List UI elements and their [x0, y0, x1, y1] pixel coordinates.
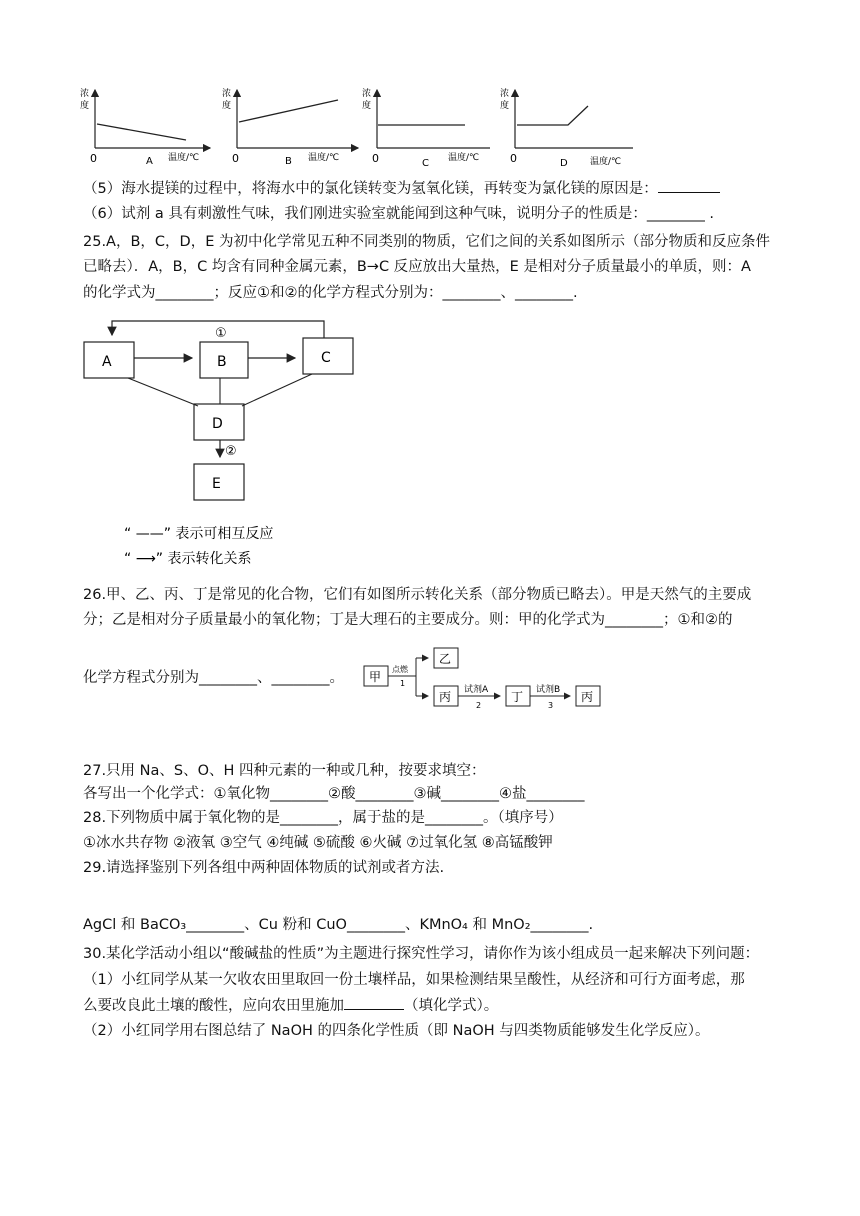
q30-line3: [83, 995, 498, 1016]
q26-line3: 化学方程式分别为________、________。: [83, 670, 344, 686]
arrow2-bottom-label: 2: [476, 701, 482, 710]
q25-line3: 的化学式为________；反应①和②的化学方程式分别为：________、________.: [83, 285, 578, 301]
graph-d-ylabel-top: 浓: [500, 89, 510, 99]
q25-line2: 已略去）．A，B，C 均含有同种金属元素，B→C 反应放出大量热，E 是相对分子质量最小的单质，则：A: [83, 259, 751, 275]
q30-fill-blank: [344, 995, 404, 1010]
graph-d-letter: D: [560, 158, 568, 169]
reaction-mark-1: ①: [215, 326, 227, 341]
q24-part6-text: （6）试剂 a 具有刺激性气味，我们刚进实验室就能闻到这种气味，说明分子的性质是：: [83, 206, 647, 222]
reaction-mark-2: ②: [225, 444, 237, 459]
graph-d-curve: [517, 106, 588, 125]
graph-b-xlabel: 温度/℃: [308, 153, 340, 163]
graph-c-origin: 0: [372, 152, 379, 165]
q30-line3-text: 么要改良此土壤的酸性，应向农田里施加: [83, 998, 344, 1014]
graph-a-origin: 0: [90, 152, 97, 165]
graph-c-letter: C: [422, 158, 429, 169]
q27-line1: 27.只用 Na、S、O、H 四种元素的一种或几种，按要求填空：: [83, 763, 486, 779]
node-bing-label: 丙: [439, 690, 452, 704]
concentration-temperature-graphs: [80, 84, 640, 170]
q30-line3-suffix: （填化学式）。: [404, 998, 499, 1014]
graph-c-xlabel: 温度/℃: [448, 153, 480, 163]
q25-relation-diagram: [80, 316, 370, 571]
graph-a-letter: A: [146, 156, 153, 167]
q29-line1: 29.请选择鉴别下列各组中两种固体物质的试剂或者方法.: [83, 860, 445, 876]
node-bing2-label: 丙: [581, 690, 594, 704]
arrow3-bottom-label: 3: [548, 701, 554, 710]
q26-line2: 分；乙是相对分子质量最小的氧化物；丁是大理石的主要成分。则：甲的化学式为________；①和②的: [83, 612, 733, 628]
q24-part6-blank: ________ .: [646, 206, 715, 222]
graph-c-ylabel-top: 浓: [362, 89, 372, 99]
arrow1-top-label: 点燃: [392, 665, 408, 674]
q24-part5-blank: [658, 178, 720, 193]
graph-d-ylabel-bottom: 度: [500, 101, 510, 111]
graph-c: [362, 87, 490, 169]
legend-reaction: “ ——” 表示可相互反应: [124, 526, 274, 542]
graph-b-ylabel-top: 浓: [222, 89, 232, 99]
graph-d-xlabel: 温度/℃: [590, 157, 622, 167]
q30-line4: （2）小红同学用右图总结了 NaOH 的四条化学性质（即 NaOH 与四类物质能够发生化学反应）。: [83, 1023, 710, 1039]
graph-d-origin: 0: [510, 152, 517, 165]
graph-a-curve: [97, 124, 186, 140]
node-jia-label: 甲: [369, 670, 382, 684]
graph-b-origin: 0: [232, 152, 239, 165]
graph-a-xlabel: 温度/℃: [168, 153, 200, 163]
q30-line1: 30.某化学活动小组以“酸碱盐的性质”为主题进行探究性学习，请你作为该小组成员一起来解决下列问题：: [83, 946, 760, 962]
graph-b-curve: [239, 100, 338, 122]
q28-line1: 28.下列物质中属于氧化物的是________，属于盐的是________。（填序号）: [83, 810, 563, 826]
q24-part5-text: （5）海水提镁的过程中，将海水中的氯化镁转变为氢氧化镁，再转变为氯化镁的原因是：: [83, 181, 658, 197]
arrow2-top-label: 试剂A: [464, 685, 489, 695]
graph-b-ylabel-bottom: 度: [222, 101, 232, 111]
node-ding-label: 丁: [511, 690, 524, 704]
node-e-label: E: [212, 476, 221, 492]
q29-line2: AgCl 和 BaCO₃________、Cu 粉和 CuO________、KMnO₄ 和 MnO₂________.: [83, 917, 594, 933]
node-a-label: A: [102, 354, 112, 370]
graph-c-ylabel-bottom: 度: [362, 101, 372, 111]
q24-part5: [83, 178, 720, 199]
q25-line1: 25.A，B，C，D，E 为初中化学常见五种不同类别的物质，它们之间的关系如图所示（部分物质和反应条件: [83, 234, 770, 250]
arrow3-top-label: 试剂B: [536, 685, 561, 695]
graph-b: [222, 87, 358, 167]
graph-b-letter: B: [285, 156, 292, 167]
q24-part6: [83, 204, 714, 224]
graph-a: [80, 87, 210, 167]
graph-a-ylabel-bottom: 度: [80, 101, 90, 111]
graph-d: [500, 87, 633, 169]
legend-conversion: “ ⟶” 表示转化关系: [124, 551, 252, 567]
q28-line2: ①冰水共存物 ②液氧 ③空气 ④纯碱 ⑤硫酸 ⑥火碱 ⑦过氧化氢 ⑧高锰酸钾: [83, 835, 553, 851]
q30-line2: （1）小红同学从某一欠收农田里取回一份土壤样品，如果检测结果呈酸性，从经济和可行方面考虑，那: [83, 972, 745, 988]
graph-a-ylabel-top: 浓: [80, 89, 90, 99]
node-d-label: D: [212, 416, 223, 432]
node-c-label: C: [321, 350, 331, 366]
arrow1-bottom-label: 1: [400, 679, 406, 688]
node-b-label: B: [217, 354, 227, 370]
q26-line1: 26.甲、乙、丙、丁是常见的化合物，它们有如图所示转化关系（部分物质已略去）。甲是天然气的主要成: [83, 587, 752, 603]
q26-conversion-diagram: [362, 640, 604, 712]
q27-line2: 各写出一个化学式：①氧化物________②酸________③碱________④盐________: [83, 786, 585, 802]
node-yi-label: 乙: [439, 652, 452, 666]
